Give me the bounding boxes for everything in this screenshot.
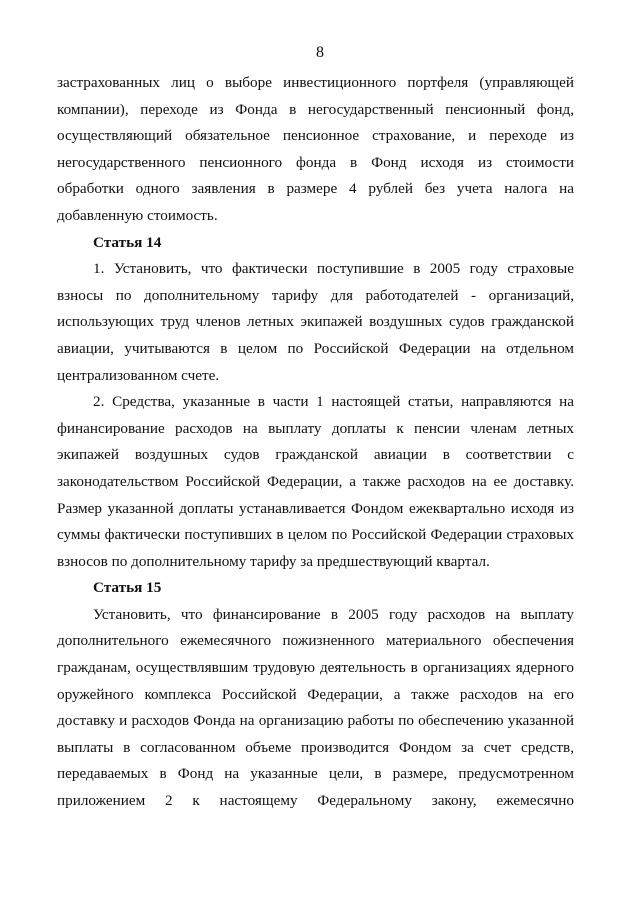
text-line: оружейного комплекса Российской Федерации, а также расходов на его: [57, 685, 574, 703]
text-line: 1. Установить, что фактически поступившие в 2005 году страховые: [93, 260, 574, 278]
text-line: выплаты в согласованном объеме производится Фондом за счет средств,: [57, 738, 574, 756]
text-line: приложением 2 к настоящему Федеральному закону, ежемесячно: [57, 792, 574, 810]
article-14-part-1: [57, 256, 574, 389]
text-line: суммы фактически поступивших в целом по Российской Федерации страховых: [57, 526, 574, 544]
page-number: 8: [316, 44, 324, 61]
text-line: передаваемых в Фонд на указанные цели, в размере, предусмотренном: [57, 765, 574, 783]
text-line: взносы по дополнительному тарифу для работодателей - организаций,: [57, 286, 574, 304]
text-line: негосударственного пенсионного фонда в Фонд исходя из стоимости: [57, 153, 574, 171]
text-line: финансирование расходов на выплату доплаты к пенсии членам летных: [57, 419, 574, 437]
text-line: обработки одного заявления в размере 4 рублей без учета налога на: [57, 180, 574, 198]
text-line: добавленную стоимость.: [57, 206, 218, 224]
article-15-paragraph: [57, 602, 574, 815]
article-14: [57, 230, 574, 576]
text-line: гражданам, осуществлявшим трудовую деятельность в организациях ядерного: [57, 659, 574, 677]
text-line: застрахованных лиц о выборе инвестиционного портфеля (управляющей: [57, 74, 574, 91]
text-line: Установить, что финансирование в 2005 году расходов на выплату: [93, 605, 574, 623]
text-line: законодательством Российской Федерации, а также расходов на ее доставку.: [57, 472, 574, 490]
article-15-heading: Статья 15: [93, 579, 162, 597]
document-body: [57, 70, 574, 815]
text-line: осуществляющий обязательное пенсионное страхование, и переходе из: [57, 127, 574, 145]
text-line: использующих труд членов летных экипажей воздушных судов гражданской: [57, 313, 574, 331]
text-line: взносов по дополнительному тарифу за предшествующий квартал.: [57, 552, 490, 570]
intro-paragraph: [57, 70, 574, 230]
text-line: компании), переходе из Фонда в негосударственный пенсионный фонд,: [57, 100, 574, 118]
text-line: 2. Средства, указанные в части 1 настоящей статьи, направляются на: [93, 393, 574, 411]
text-line: авиации, учитываются в целом по Российской Федерации на отдельном: [57, 339, 574, 357]
text-line: централизованном счете.: [57, 366, 220, 384]
article-14-heading: Статья 14: [93, 233, 162, 251]
article-14-part-2: [57, 389, 574, 575]
text-line: доставку и расходов Фонда на организацию работы по обеспечению указанной: [57, 712, 574, 730]
article-15: [57, 575, 574, 814]
text-line: Размер указанной доплаты устанавливается Фондом ежеквартально исходя из: [57, 499, 574, 517]
text-line: экипажей воздушных судов гражданской авиации в соответствии с: [57, 446, 574, 464]
text-line: дополнительного ежемесячного пожизненного материального обеспечения: [57, 632, 574, 650]
